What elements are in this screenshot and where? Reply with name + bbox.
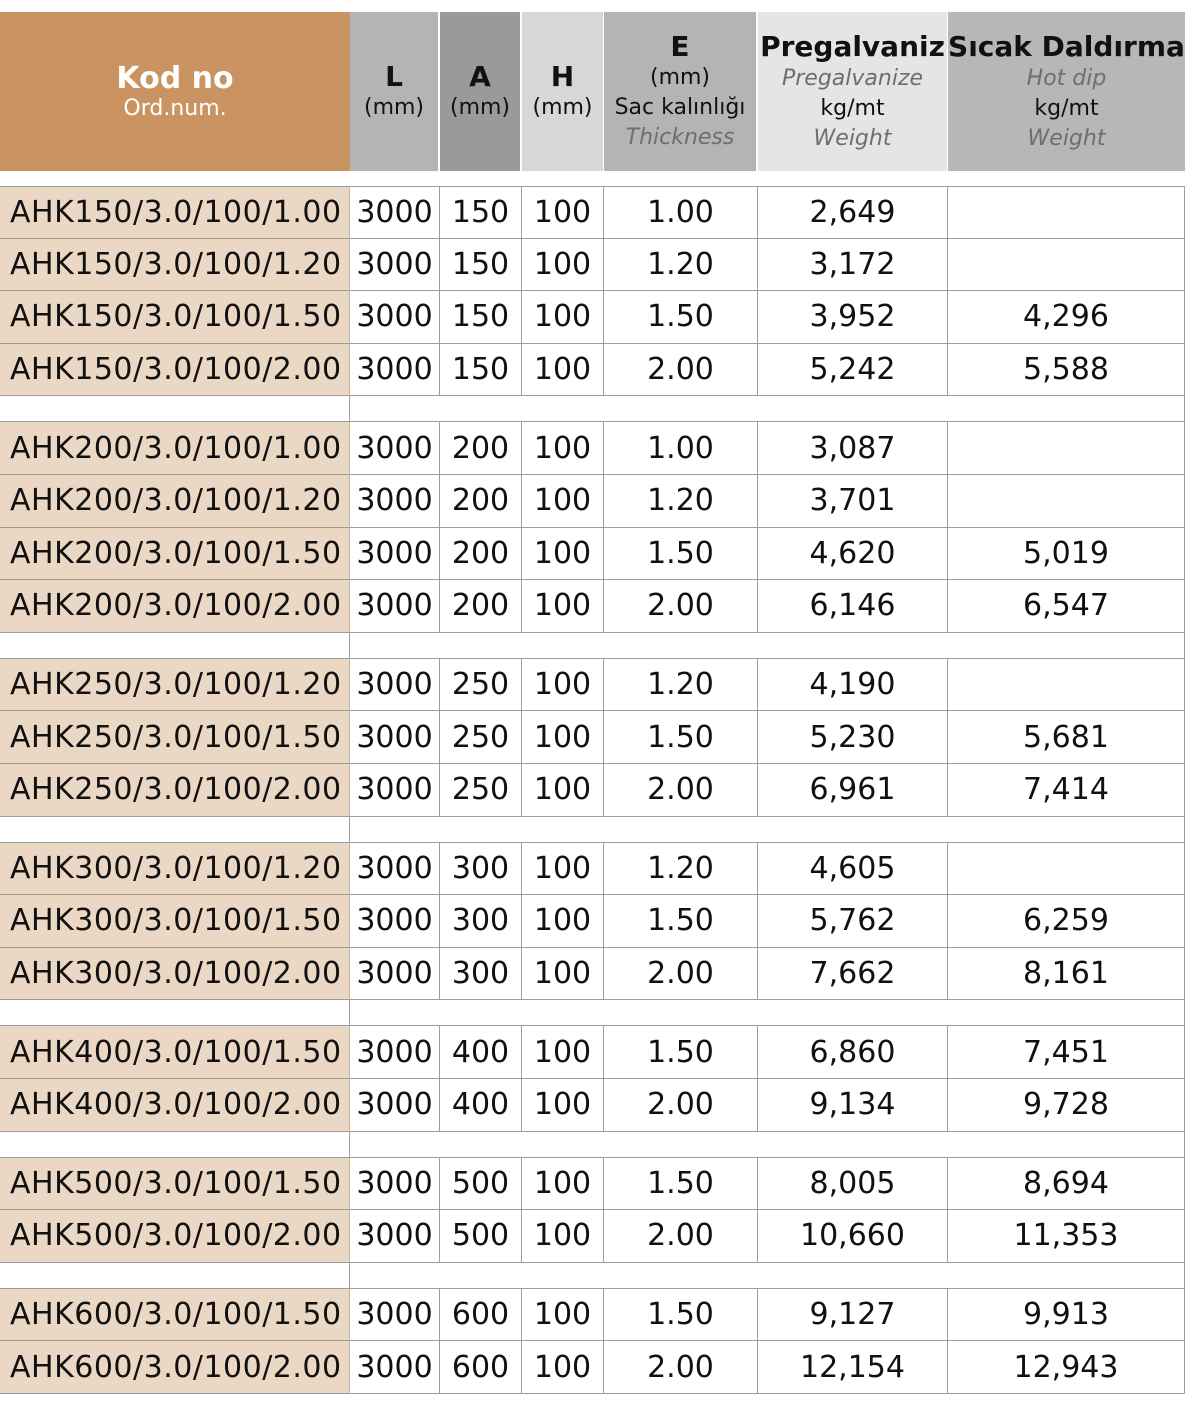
pregalvaniz-weight-cell: 4,190: [758, 659, 948, 712]
table-row: [0, 1158, 1185, 1211]
width-cell: 250: [440, 764, 522, 817]
table-row: [0, 711, 1185, 764]
width-cell: 400: [440, 1079, 522, 1132]
code-cell: AHK600/3.0/100/1.50: [0, 1289, 350, 1342]
code-cell: AHK150/3.0/100/2.00: [0, 344, 350, 397]
header-pregalvaniz-en: Pregalvanize: [781, 65, 924, 91]
length-cell: 3000: [350, 1026, 440, 1079]
hotdip-weight-cell: [948, 659, 1185, 712]
code-cell: AHK200/3.0/100/1.20: [0, 475, 350, 528]
header-pregalvaniz-weight: Weight: [813, 125, 892, 151]
height-cell: 100: [522, 1210, 604, 1263]
thickness-cell: 2.00: [604, 344, 758, 397]
table-row: [0, 475, 1185, 528]
pregalvaniz-weight-cell: 4,620: [758, 528, 948, 581]
code-cell: AHK300/3.0/100/1.50: [0, 895, 350, 948]
hotdip-weight-cell: [948, 843, 1185, 896]
thickness-cell: 2.00: [604, 764, 758, 817]
pregalvaniz-weight-cell: 3,172: [758, 239, 948, 292]
code-cell: AHK300/3.0/100/1.20: [0, 843, 350, 896]
length-cell: 3000: [350, 528, 440, 581]
code-cell: AHK150/3.0/100/1.20: [0, 239, 350, 292]
thickness-cell: 1.50: [604, 1289, 758, 1342]
thickness-cell: 1.00: [604, 422, 758, 475]
spacer-right: [350, 396, 1185, 422]
group-spacer: [0, 1000, 1185, 1026]
height-cell: 100: [522, 1289, 604, 1342]
pregalvaniz-weight-cell: 6,961: [758, 764, 948, 817]
hotdip-weight-cell: 7,451: [948, 1026, 1185, 1079]
thickness-cell: 1.20: [604, 843, 758, 896]
hotdip-weight-cell: 5,588: [948, 344, 1185, 397]
thickness-cell: 1.50: [604, 895, 758, 948]
width-cell: 150: [440, 186, 522, 239]
width-cell: 500: [440, 1210, 522, 1263]
length-cell: 3000: [350, 1210, 440, 1263]
length-cell: 3000: [350, 1341, 440, 1394]
length-cell: 3000: [350, 764, 440, 817]
thickness-cell: 2.00: [604, 948, 758, 1001]
length-cell: 3000: [350, 475, 440, 528]
length-cell: 3000: [350, 344, 440, 397]
length-cell: 3000: [350, 895, 440, 948]
thickness-cell: 1.20: [604, 475, 758, 528]
thickness-cell: 2.00: [604, 1210, 758, 1263]
code-cell: AHK150/3.0/100/1.50: [0, 291, 350, 344]
group-spacer: [0, 633, 1185, 659]
hotdip-weight-cell: 6,259: [948, 895, 1185, 948]
width-cell: 500: [440, 1158, 522, 1211]
height-cell: 100: [522, 895, 604, 948]
header-thickness-tr: Sac kalınlığı: [614, 94, 746, 120]
header-length-title: L: [385, 59, 403, 93]
header-height-title: H: [550, 59, 575, 93]
height-cell: 100: [522, 344, 604, 397]
spacer-right: [350, 1263, 1185, 1289]
pregalvaniz-weight-cell: 2,649: [758, 186, 948, 239]
height-cell: 100: [522, 475, 604, 528]
header-width-unit: (mm): [449, 94, 511, 120]
header-width: [440, 12, 520, 171]
code-cell: AHK600/3.0/100/2.00: [0, 1341, 350, 1394]
group-spacer: [0, 1263, 1185, 1289]
header-thickness-unit: (mm): [649, 64, 711, 90]
hotdip-weight-cell: [948, 422, 1185, 475]
group-spacer: [0, 396, 1185, 422]
hotdip-weight-cell: [948, 239, 1185, 292]
table-row: [0, 764, 1185, 817]
header-thickness-en: Thickness: [625, 124, 735, 150]
spacer-right: [350, 1132, 1185, 1158]
hotdip-weight-cell: [948, 475, 1185, 528]
table-row: [0, 528, 1185, 581]
code-cell: AHK250/3.0/100/1.50: [0, 711, 350, 764]
pregalvaniz-weight-cell: 5,762: [758, 895, 948, 948]
spacer-right: [350, 1000, 1185, 1026]
width-cell: 400: [440, 1026, 522, 1079]
spacer-left: [0, 1132, 350, 1158]
code-cell: AHK400/3.0/100/2.00: [0, 1079, 350, 1132]
code-cell: AHK200/3.0/100/1.00: [0, 422, 350, 475]
height-cell: 100: [522, 186, 604, 239]
pregalvaniz-weight-cell: 12,154: [758, 1341, 948, 1394]
table-row: [0, 659, 1185, 712]
code-cell: AHK250/3.0/100/2.00: [0, 764, 350, 817]
thickness-cell: 2.00: [604, 580, 758, 633]
height-cell: 100: [522, 422, 604, 475]
pregalvaniz-weight-cell: 10,660: [758, 1210, 948, 1263]
length-cell: 3000: [350, 291, 440, 344]
height-cell: 100: [522, 239, 604, 292]
width-cell: 600: [440, 1341, 522, 1394]
hotdip-weight-cell: 6,547: [948, 580, 1185, 633]
pregalvaniz-weight-cell: 5,242: [758, 344, 948, 397]
thickness-cell: 1.20: [604, 659, 758, 712]
code-cell: AHK500/3.0/100/1.50: [0, 1158, 350, 1211]
header-pregalvaniz-title: Pregalvaniz: [760, 29, 945, 63]
header-length-unit: (mm): [363, 94, 425, 120]
spacer-left: [0, 1000, 350, 1026]
table-row: [0, 422, 1185, 475]
table-row: [0, 895, 1185, 948]
length-cell: 3000: [350, 1079, 440, 1132]
spacer-right: [350, 633, 1185, 659]
header-length: [350, 12, 438, 171]
header-kod-sub: Ord.num.: [123, 95, 227, 121]
pregalvaniz-weight-cell: 3,087: [758, 422, 948, 475]
length-cell: 3000: [350, 843, 440, 896]
spacer-left: [0, 633, 350, 659]
table-row: [0, 1289, 1185, 1342]
length-cell: 3000: [350, 659, 440, 712]
height-cell: 100: [522, 291, 604, 344]
width-cell: 300: [440, 895, 522, 948]
pregalvaniz-weight-cell: 4,605: [758, 843, 948, 896]
header-pregalvaniz-unit: kg/mt: [820, 95, 885, 121]
header-hotdip-weight: Weight: [1027, 125, 1106, 151]
spacer-right: [350, 817, 1185, 843]
hotdip-weight-cell: 8,694: [948, 1158, 1185, 1211]
pregalvaniz-weight-cell: 3,952: [758, 291, 948, 344]
header-hotdip-unit: kg/mt: [1034, 95, 1099, 121]
header-hotdip-en: Hot dip: [1026, 65, 1107, 91]
thickness-cell: 1.20: [604, 239, 758, 292]
header-thickness: [604, 12, 756, 171]
width-cell: 600: [440, 1289, 522, 1342]
table-row: [0, 948, 1185, 1001]
hotdip-weight-cell: 9,913: [948, 1289, 1185, 1342]
code-cell: AHK200/3.0/100/1.50: [0, 528, 350, 581]
width-cell: 250: [440, 711, 522, 764]
header-height: [522, 12, 603, 171]
code-cell: AHK500/3.0/100/2.00: [0, 1210, 350, 1263]
hotdip-weight-cell: [948, 186, 1185, 239]
pregalvaniz-weight-cell: 5,230: [758, 711, 948, 764]
length-cell: 3000: [350, 948, 440, 1001]
header-thickness-title: E: [670, 29, 690, 63]
height-cell: 100: [522, 1341, 604, 1394]
hotdip-weight-cell: 4,296: [948, 291, 1185, 344]
hotdip-weight-cell: 5,681: [948, 711, 1185, 764]
code-cell: AHK400/3.0/100/1.50: [0, 1026, 350, 1079]
header-kod: [0, 12, 350, 171]
table-row: [0, 186, 1185, 239]
table-row: [0, 580, 1185, 633]
height-cell: 100: [522, 948, 604, 1001]
thickness-cell: 2.00: [604, 1341, 758, 1394]
hotdip-weight-cell: 7,414: [948, 764, 1185, 817]
code-cell: AHK150/3.0/100/1.00: [0, 186, 350, 239]
width-cell: 200: [440, 475, 522, 528]
height-cell: 100: [522, 764, 604, 817]
hotdip-weight-cell: 11,353: [948, 1210, 1185, 1263]
length-cell: 3000: [350, 711, 440, 764]
group-spacer: [0, 817, 1185, 843]
length-cell: 3000: [350, 186, 440, 239]
pregalvaniz-weight-cell: 9,127: [758, 1289, 948, 1342]
thickness-cell: 1.00: [604, 186, 758, 239]
hotdip-weight-cell: 12,943: [948, 1341, 1185, 1394]
code-cell: AHK250/3.0/100/1.20: [0, 659, 350, 712]
table-row: [0, 1026, 1185, 1079]
hotdip-weight-cell: 5,019: [948, 528, 1185, 581]
table-row: [0, 1079, 1185, 1132]
width-cell: 150: [440, 291, 522, 344]
width-cell: 150: [440, 344, 522, 397]
pregalvaniz-weight-cell: 7,662: [758, 948, 948, 1001]
code-cell: AHK200/3.0/100/2.00: [0, 580, 350, 633]
table-row: [0, 1210, 1185, 1263]
height-cell: 100: [522, 711, 604, 764]
table-row: [0, 1341, 1185, 1394]
code-cell: AHK300/3.0/100/2.00: [0, 948, 350, 1001]
table-row: [0, 843, 1185, 896]
header-height-unit: (mm): [532, 94, 593, 120]
thickness-cell: 1.50: [604, 711, 758, 764]
group-spacer: [0, 1132, 1185, 1158]
length-cell: 3000: [350, 1158, 440, 1211]
width-cell: 150: [440, 239, 522, 292]
pregalvaniz-weight-cell: 8,005: [758, 1158, 948, 1211]
length-cell: 3000: [350, 1289, 440, 1342]
hotdip-weight-cell: 8,161: [948, 948, 1185, 1001]
spacer-left: [0, 817, 350, 843]
height-cell: 100: [522, 1158, 604, 1211]
height-cell: 100: [522, 843, 604, 896]
height-cell: 100: [522, 1026, 604, 1079]
width-cell: 250: [440, 659, 522, 712]
height-cell: 100: [522, 659, 604, 712]
width-cell: 300: [440, 948, 522, 1001]
length-cell: 3000: [350, 239, 440, 292]
length-cell: 3000: [350, 580, 440, 633]
pregalvaniz-weight-cell: 9,134: [758, 1079, 948, 1132]
height-cell: 100: [522, 1079, 604, 1132]
spacer-left: [0, 1263, 350, 1289]
thickness-cell: 2.00: [604, 1079, 758, 1132]
height-cell: 100: [522, 580, 604, 633]
thickness-cell: 1.50: [604, 1158, 758, 1211]
width-cell: 200: [440, 580, 522, 633]
pregalvaniz-weight-cell: 6,860: [758, 1026, 948, 1079]
header-kod-title: Kod no: [116, 60, 234, 96]
width-cell: 200: [440, 422, 522, 475]
thickness-cell: 1.50: [604, 528, 758, 581]
table-row: [0, 291, 1185, 344]
pregalvaniz-weight-cell: 3,701: [758, 475, 948, 528]
thickness-cell: 1.50: [604, 291, 758, 344]
header-width-title: A: [469, 59, 491, 93]
thickness-cell: 1.50: [604, 1026, 758, 1079]
length-cell: 3000: [350, 422, 440, 475]
header-hotdip: [948, 12, 1185, 171]
header-hotdip-title: Sıcak Daldırma: [948, 29, 1185, 63]
pregalvaniz-weight-cell: 6,146: [758, 580, 948, 633]
header-pregalvaniz: [758, 12, 947, 171]
table-row: [0, 239, 1185, 292]
spacer-left: [0, 396, 350, 422]
width-cell: 300: [440, 843, 522, 896]
hotdip-weight-cell: 9,728: [948, 1079, 1185, 1132]
width-cell: 200: [440, 528, 522, 581]
table-row: [0, 344, 1185, 397]
height-cell: 100: [522, 528, 604, 581]
